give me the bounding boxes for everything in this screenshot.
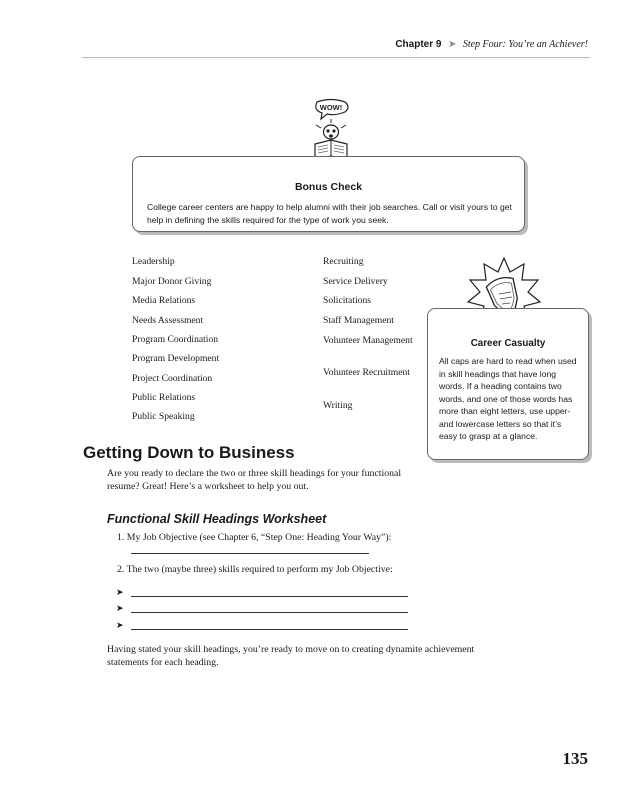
worksheet-item-1: 1. My Job Objective (see Chapter 6, “Step One: Heading Your Way”): (117, 532, 392, 543)
wow-text: WOW! (319, 103, 343, 112)
answer-line[interactable] (131, 612, 408, 613)
reading-person-wow-icon (305, 98, 357, 164)
skill-item: Needs Assessment (132, 315, 204, 326)
header-rule (82, 57, 590, 58)
skill-item: Public Speaking (132, 411, 195, 422)
bonus-check-box (132, 156, 525, 232)
worksheet-item-2: 2. The two (maybe three) skills required to perform my Job Objective: (117, 564, 393, 575)
skill-item: Media Relations (132, 295, 196, 306)
bonus-check-text: College career centers are happy to help alumni with their job searches. Call or visit yours to get help in defining the skills required for the type of work you seek. (147, 202, 512, 225)
answer-line[interactable] (131, 596, 408, 597)
skill-item: Program Development (132, 353, 220, 364)
running-header (395, 39, 588, 50)
worksheet-heading: Functional Skill Headings Worksheet (107, 512, 327, 526)
arrow-icon: ➤ (447, 39, 457, 50)
skill-item: Solicitations (323, 295, 371, 306)
bonus-check-title: Bonus Check (294, 181, 363, 193)
arrow-bullet-icon: ➤ (116, 587, 124, 597)
section-label: Step Four: You’re an Achiever! (462, 39, 588, 50)
section-heading: Getting Down to Business (83, 443, 295, 462)
arrow-bullet-icon: ➤ (116, 603, 124, 613)
page-number: 135 (562, 749, 588, 768)
arrow-bullet-icon: ➤ (116, 620, 124, 630)
answer-line[interactable] (131, 629, 408, 630)
skill-item: Leadership (132, 256, 175, 267)
section-intro: Are you ready to declare the two or three skill headings for your functional resume? Great! Here’s a worksheet to help you out. (107, 468, 402, 492)
skill-item: Project Coordination (132, 373, 213, 384)
career-casualty-text: All caps are hard to read when used in skill headings that have long words. If a heading contains two words, and one of those words has more than eight letters, use upper- and lowercase letters so that it’s easy to grasp at a glance. (439, 356, 577, 441)
skill-item: Major Donor Giving (132, 276, 212, 287)
skill-item: Writing (323, 400, 353, 411)
skill-item: Recruiting (323, 256, 364, 267)
skill-item: Program Coordination (132, 334, 219, 345)
answer-line[interactable] (131, 553, 369, 554)
skill-item: Service Delivery (323, 276, 388, 287)
skill-item: Staff Management (323, 315, 394, 326)
skill-item: Volunteer Management (323, 335, 413, 346)
skill-item: Public Relations (132, 392, 196, 403)
closing-paragraph: Having stated your skill headings, you’re ready to move on to creating dynamite achievement statements for each heading. (107, 644, 475, 668)
skill-item: Volunteer Recruitment (323, 367, 410, 378)
career-casualty-title: Career Casualty (470, 338, 546, 349)
career-casualty-box (427, 308, 589, 460)
chapter-label: Chapter 9 (395, 39, 442, 50)
